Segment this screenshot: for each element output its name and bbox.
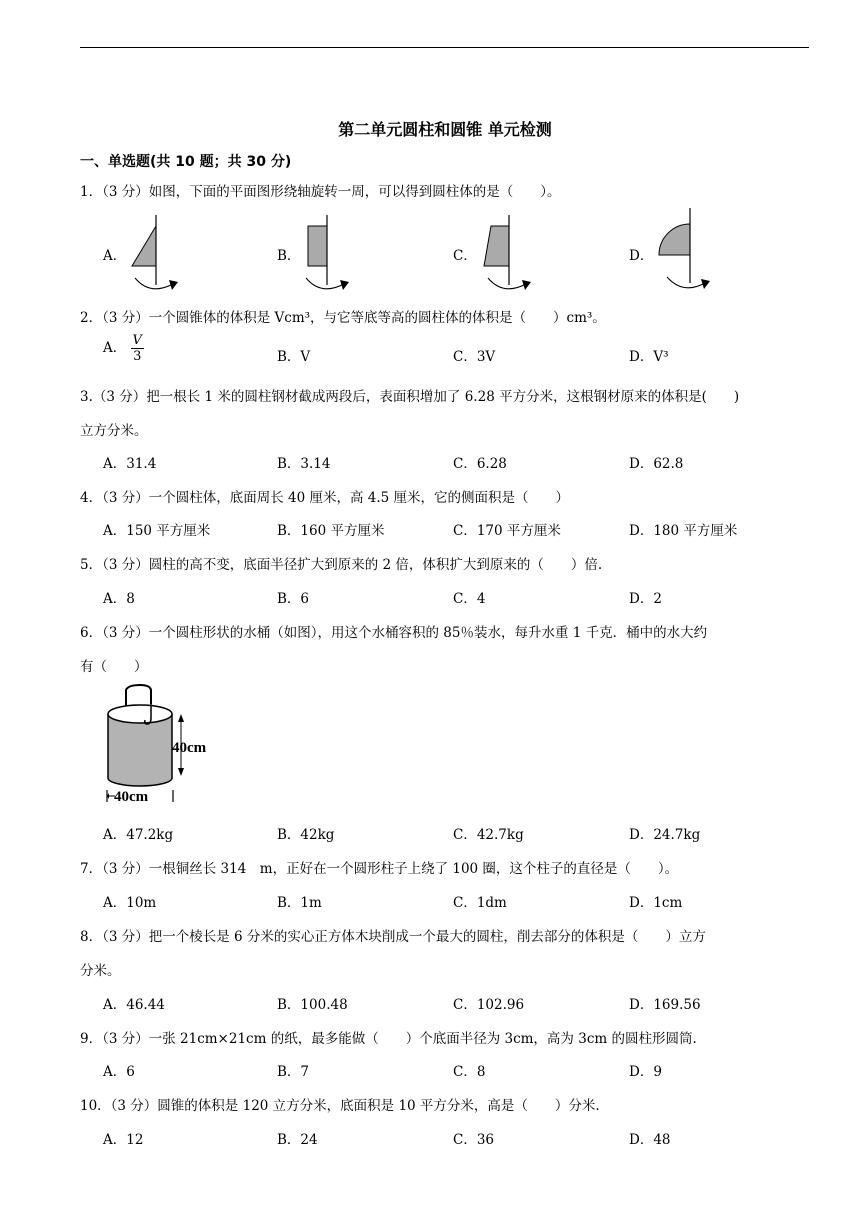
q1-figure-triangle: [125, 210, 185, 300]
q9-option-d: D．9: [629, 1064, 662, 1080]
q3-option-a: A．31.4: [103, 456, 157, 472]
q6-bucket-figure: [100, 682, 230, 810]
q7-option-c: C．1dm: [453, 895, 507, 911]
header-rule: [80, 47, 809, 48]
section-heading: 一、单选题(共 10 题；共 30 分): [80, 154, 292, 170]
q8-option-b: B．100.48: [277, 997, 348, 1013]
q8-option-a: A．46.44: [103, 997, 165, 1013]
question-10: 10．（3 分）圆锥的体积是 120 立方分米，底面积是 10 平方分米，高是（ ）分米.: [80, 1098, 600, 1114]
question-7: 7．（3 分）一根铜丝长 314 m，正好在一个圆形柱子上绕了 100 圈，这个柱子的直径是（ ）。: [80, 861, 679, 877]
q6-option-d: D．24.7kg: [629, 827, 701, 843]
q1-option-c: C．: [453, 248, 477, 264]
q8-option-c: C．102.96: [453, 997, 525, 1013]
q2-option-d: D．V³: [629, 349, 669, 365]
q10-option-d: D．48: [629, 1132, 671, 1148]
question-6-line-1: 6．（3 分）一个圆柱形状的水桶（如图），用这个水桶容积的 85％装水，每升水重 1 千克．桶中的水大约: [80, 625, 708, 641]
q10-option-b: B．24: [277, 1132, 318, 1148]
question-5: 5．（3 分）圆柱的高不变，底面半径扩大到原来的 2 倍，体积扩大到原来的（ ）倍.: [80, 557, 603, 573]
q7-option-d: D．1cm: [629, 895, 683, 911]
page-title: 第二单元圆柱和圆锥 单元检测: [338, 120, 552, 139]
q9-option-b: B．7: [277, 1064, 310, 1080]
question-8-line-2: 分米。: [80, 963, 121, 979]
fraction-numerator: V: [132, 333, 142, 348]
q2-option-a-label: A．: [103, 340, 127, 356]
q1-option-b: B．: [277, 248, 301, 264]
q2-option-a: [103, 333, 144, 364]
q6-height-label: 40cm: [172, 740, 207, 756]
q10-option-a: A．12: [103, 1132, 144, 1148]
fraction-denominator: 3: [133, 349, 142, 364]
q9-option-c: C．8: [453, 1064, 486, 1080]
q5-option-d: D．2: [629, 591, 662, 607]
q2-option-c: C．3V: [453, 349, 496, 365]
question-6-line-2: 有（ ）: [80, 659, 148, 675]
q1-option-d: D．: [629, 248, 654, 264]
q6-option-b: B．42kg: [277, 827, 335, 843]
q5-option-c: C．4: [453, 591, 486, 607]
q2-option-b: B．V: [277, 349, 311, 365]
q3-option-c: C．6.28: [453, 456, 507, 472]
q2-option-a-fraction: [131, 333, 144, 364]
question-2: 2．（3 分）一个圆锥体的体积是 Vcm³，与它等底等高的圆柱体的体积是（ ）cm³。: [80, 310, 606, 326]
q4-option-a: A．150 平方厘米: [103, 523, 211, 539]
question-9: 9．（3 分）一张 21cm×21cm 的纸，最多能做（ ）个底面半径为 3cm，高为 3cm 的圆柱形圆筒.: [80, 1031, 697, 1047]
question-3-line-1: 3.（3 分）把一根长 1 米的圆柱钢材截成两段后，表面积增加了 6.28 平方分米，这根钢材原来的体积是( ): [80, 389, 740, 405]
q6-width-label: 40cm: [114, 789, 149, 805]
q6-option-c: C．42.7kg: [453, 827, 524, 843]
q3-option-b: B．3.14: [277, 456, 331, 472]
q6-option-a: A．47.2kg: [103, 827, 174, 843]
q7-option-a: A．10m: [103, 895, 157, 911]
q5-option-a: A．8: [103, 591, 135, 607]
q9-option-a: A．6: [103, 1064, 135, 1080]
question-4: 4．（3 分）一个圆柱体，底面周长 40 厘米，高 4.5 厘米，它的侧面积是（ ）: [80, 490, 570, 506]
q4-option-d: D．180 平方厘米: [629, 523, 738, 539]
q8-option-d: D．169.56: [629, 997, 701, 1013]
q1-option-a: A．: [103, 248, 127, 264]
q3-option-d: D．62.8: [629, 456, 684, 472]
question-3-line-2: 立方分米。: [80, 423, 148, 439]
q1-figure-quarter-circle: [655, 205, 725, 300]
q1-figure-trapezoid: [478, 210, 538, 300]
q5-option-b: B．6: [277, 591, 310, 607]
q4-option-b: B．160 平方厘米: [277, 523, 385, 539]
q7-option-b: B．1m: [277, 895, 322, 911]
question-8-line-1: 8．（3 分）把一个棱长是 6 分米的实心正方体木块削成一个最大的圆柱，削去部分的体积是（ ）立方: [80, 929, 706, 945]
q4-option-c: C．170 平方厘米: [453, 523, 561, 539]
q1-figure-rectangle: [298, 210, 358, 300]
q10-option-c: C．36: [453, 1132, 495, 1148]
question-1: 1．（3 分）如图，下面的平面图形绕轴旋转一周，可以得到圆柱体的是（ ）。: [80, 184, 561, 200]
